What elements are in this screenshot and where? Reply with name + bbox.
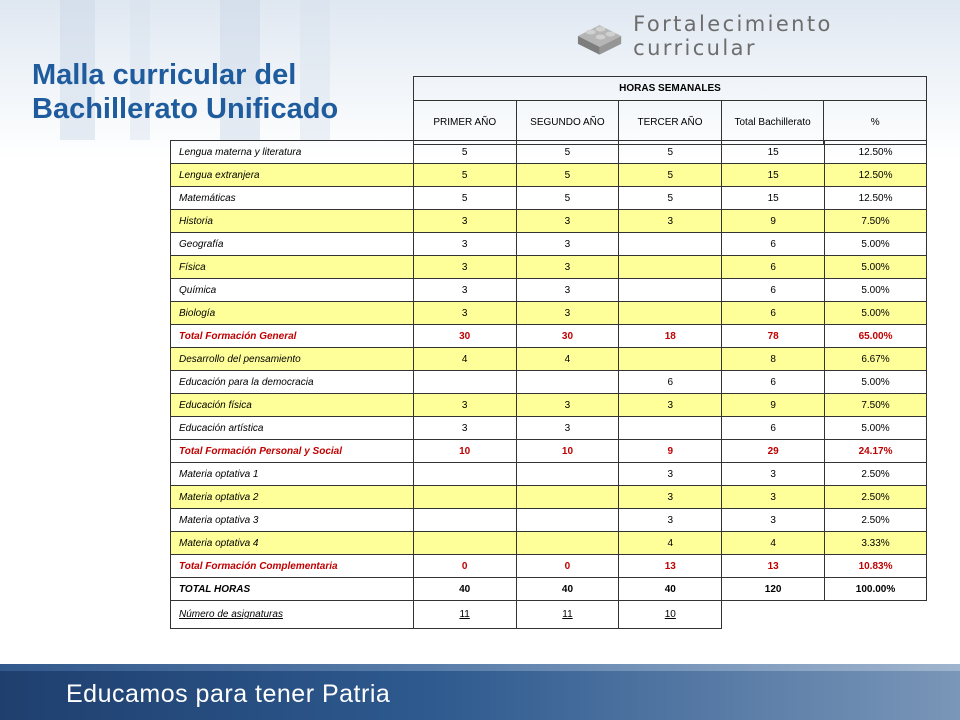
col-header: TERCER AÑO <box>619 101 722 145</box>
value-cell: 2.50% <box>825 486 927 509</box>
value-cell: 5 <box>619 164 722 187</box>
value-cell <box>619 348 722 371</box>
footer-slogan: Educamos para tener Patria <box>66 680 391 708</box>
value-cell: 24.17% <box>825 440 927 463</box>
value-cell <box>413 509 516 532</box>
value-cell: 7.50% <box>825 394 927 417</box>
table-row <box>171 463 927 486</box>
value-cell: 13 <box>619 555 722 578</box>
subject-cell: Materia optativa 4 <box>171 532 414 555</box>
value-cell <box>619 279 722 302</box>
table-row <box>171 187 927 210</box>
value-cell: 3 <box>413 279 516 302</box>
value-cell: 9 <box>619 440 722 463</box>
value-cell: 78 <box>722 325 825 348</box>
value-cell: 0 <box>516 555 619 578</box>
value-cell: 3 <box>619 210 722 233</box>
footer-band <box>0 664 960 671</box>
subject-cell: Materia optativa 3 <box>171 509 414 532</box>
value-cell: 4 <box>516 348 619 371</box>
curriculum-table <box>170 140 927 629</box>
subject-cell: Total Formación Personal y Social <box>171 440 414 463</box>
value-cell: 6 <box>722 417 825 440</box>
value-cell: 9 <box>722 210 825 233</box>
value-cell: 40 <box>619 578 722 601</box>
value-cell <box>516 463 619 486</box>
value-cell: 3.33% <box>825 532 927 555</box>
subject-cell: Total Formación General <box>171 325 414 348</box>
table-row <box>171 440 927 463</box>
value-cell: 30 <box>413 325 516 348</box>
subject-cell: Matemáticas <box>171 187 414 210</box>
brand-title: Fortalecimiento curricular <box>633 12 833 60</box>
value-cell: 15 <box>722 141 825 164</box>
value-cell: 3 <box>722 486 825 509</box>
value-cell <box>413 486 516 509</box>
col-header: PRIMER AÑO <box>414 101 517 145</box>
value-cell <box>619 417 722 440</box>
lego-brick-icon <box>574 16 625 56</box>
value-cell: 3 <box>413 394 516 417</box>
value-cell <box>516 486 619 509</box>
subject-cell: Física <box>171 256 414 279</box>
value-cell: 6 <box>722 302 825 325</box>
subject-cell: Educación artística <box>171 417 414 440</box>
value-cell <box>722 601 825 629</box>
value-cell: 3 <box>516 210 619 233</box>
value-cell: 5.00% <box>825 302 927 325</box>
value-cell: 9 <box>722 394 825 417</box>
value-cell: 12.50% <box>825 164 927 187</box>
value-cell: 3 <box>722 509 825 532</box>
subject-cell: Materia optativa 2 <box>171 486 414 509</box>
value-cell: 3 <box>516 279 619 302</box>
value-cell: 6 <box>722 371 825 394</box>
table-row <box>171 256 927 279</box>
value-cell: 40 <box>413 578 516 601</box>
value-cell: 15 <box>722 164 825 187</box>
value-cell: 6.67% <box>825 348 927 371</box>
value-cell: 3 <box>722 463 825 486</box>
value-cell: 3 <box>413 417 516 440</box>
table-row <box>171 532 927 555</box>
subject-cell: Geografía <box>171 233 414 256</box>
subject-cell: Historia <box>171 210 414 233</box>
subject-cell: TOTAL HORAS <box>171 578 414 601</box>
table-row <box>171 164 927 187</box>
table-row <box>171 302 927 325</box>
subject-cell: Desarrollo del pensamiento <box>171 348 414 371</box>
value-cell: 29 <box>722 440 825 463</box>
value-cell: 10 <box>516 440 619 463</box>
value-cell: 3 <box>413 233 516 256</box>
value-cell: 3 <box>516 233 619 256</box>
table-header <box>413 76 927 145</box>
value-cell: 11 <box>516 601 619 629</box>
value-cell: 100.00% <box>825 578 927 601</box>
value-cell <box>413 371 516 394</box>
value-cell: 3 <box>516 256 619 279</box>
value-cell: 12.50% <box>825 141 927 164</box>
subject-cell: Educación para la democracia <box>171 371 414 394</box>
value-cell: 5.00% <box>825 256 927 279</box>
subject-cell: Lengua extranjera <box>171 164 414 187</box>
value-cell: 3 <box>516 417 619 440</box>
page-title: Malla curricular del Bachillerato Unificado <box>32 59 339 125</box>
table-row <box>171 233 927 256</box>
value-cell: 10 <box>413 440 516 463</box>
col-header: % <box>824 101 927 145</box>
value-cell <box>619 233 722 256</box>
value-cell: 3 <box>413 302 516 325</box>
table-row <box>171 325 927 348</box>
value-cell: 6 <box>722 279 825 302</box>
table-row <box>171 578 927 601</box>
value-cell: 3 <box>619 394 722 417</box>
value-cell <box>413 532 516 555</box>
value-cell: 6 <box>722 233 825 256</box>
value-cell: 3 <box>516 394 619 417</box>
table-row <box>171 601 927 629</box>
value-cell: 5.00% <box>825 417 927 440</box>
subject-cell: Química <box>171 279 414 302</box>
col-header: SEGUNDO AÑO <box>516 101 619 145</box>
header-group-label: HORAS SEMANALES <box>414 77 927 101</box>
value-cell <box>825 601 927 629</box>
subject-cell: Total Formación Complementaria <box>171 555 414 578</box>
value-cell: 40 <box>516 578 619 601</box>
value-cell: 3 <box>619 463 722 486</box>
value-cell: 3 <box>413 210 516 233</box>
table-row <box>171 417 927 440</box>
value-cell: 5.00% <box>825 371 927 394</box>
value-cell: 120 <box>722 578 825 601</box>
subject-cell: Número de asignaturas <box>171 601 414 629</box>
branding <box>574 14 960 58</box>
subject-cell: Biología <box>171 302 414 325</box>
value-cell: 5 <box>413 164 516 187</box>
subject-cell: Lengua materna y literatura <box>171 141 414 164</box>
value-cell: 3 <box>516 302 619 325</box>
value-cell <box>516 371 619 394</box>
value-cell: 5 <box>413 187 516 210</box>
table-row <box>171 555 927 578</box>
subject-cell: Educación física <box>171 394 414 417</box>
col-header: Total Bachillerato <box>721 101 824 145</box>
value-cell <box>619 256 722 279</box>
value-cell: 7.50% <box>825 210 927 233</box>
table-row <box>171 141 927 164</box>
value-cell: 5 <box>516 141 619 164</box>
value-cell: 8 <box>722 348 825 371</box>
value-cell: 11 <box>413 601 516 629</box>
value-cell: 10 <box>619 601 722 629</box>
value-cell <box>516 509 619 532</box>
table-row <box>171 486 927 509</box>
value-cell: 5 <box>516 187 619 210</box>
value-cell: 2.50% <box>825 509 927 532</box>
value-cell: 5 <box>619 141 722 164</box>
value-cell: 30 <box>516 325 619 348</box>
value-cell: 4 <box>413 348 516 371</box>
value-cell: 2.50% <box>825 463 927 486</box>
value-cell: 5 <box>619 187 722 210</box>
value-cell <box>516 532 619 555</box>
value-cell: 10.83% <box>825 555 927 578</box>
value-cell: 5.00% <box>825 279 927 302</box>
value-cell: 4 <box>619 532 722 555</box>
value-cell: 0 <box>413 555 516 578</box>
value-cell: 5 <box>413 141 516 164</box>
table-row <box>171 371 927 394</box>
value-cell: 4 <box>722 532 825 555</box>
table-row <box>171 509 927 532</box>
value-cell: 3 <box>619 509 722 532</box>
table-row <box>171 279 927 302</box>
value-cell: 3 <box>413 256 516 279</box>
table-row <box>171 348 927 371</box>
subject-cell: Materia optativa 1 <box>171 463 414 486</box>
value-cell: 5 <box>516 164 619 187</box>
value-cell <box>413 463 516 486</box>
value-cell: 13 <box>722 555 825 578</box>
value-cell: 3 <box>619 486 722 509</box>
value-cell: 18 <box>619 325 722 348</box>
value-cell: 5.00% <box>825 233 927 256</box>
value-cell <box>619 302 722 325</box>
value-cell: 65.00% <box>825 325 927 348</box>
table-row <box>171 394 927 417</box>
value-cell: 12.50% <box>825 187 927 210</box>
table-row <box>171 210 927 233</box>
value-cell: 6 <box>619 371 722 394</box>
value-cell: 15 <box>722 187 825 210</box>
value-cell: 6 <box>722 256 825 279</box>
